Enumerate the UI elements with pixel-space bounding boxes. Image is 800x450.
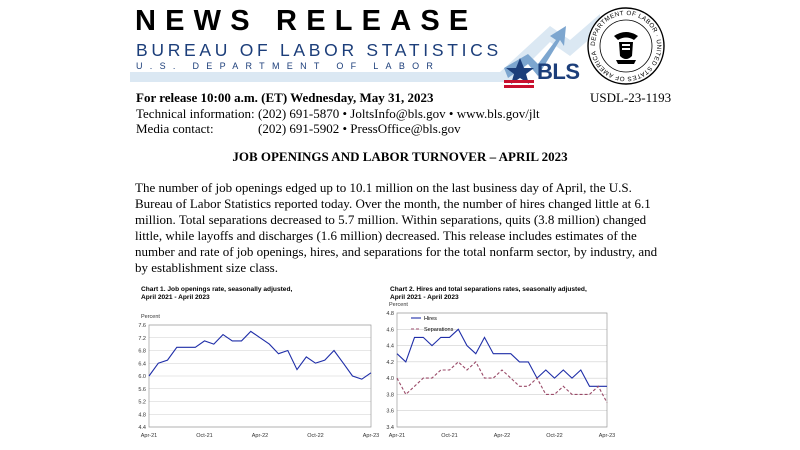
chart1-ytick-1: 7.2 (138, 335, 146, 342)
chart1-ylabel: Percent (141, 314, 160, 320)
chart1-xtick-3: Oct-22 (307, 433, 324, 439)
department-name: U.S. DEPARTMENT OF LABOR (136, 61, 441, 71)
chart2-subtitle: April 2021 - April 2023 (390, 294, 459, 301)
chart2-ytick-5: 3.8 (386, 392, 394, 399)
chart1-xtick-0: Apr-21 (140, 433, 158, 439)
dol-seal (586, 6, 666, 86)
chart2-ytick-2: 4.4 (386, 343, 394, 350)
chart2-ytick-6: 3.6 (386, 408, 394, 415)
chart1-job-openings-rate (135, 300, 385, 445)
chart1-ytick-0: 7.6 (138, 323, 146, 329)
chart2-ylabel: Percent (389, 302, 408, 308)
media-contact-value: (202) 691-5902 • PressOffice@bls.gov (258, 121, 461, 136)
chart2-xtick-2: Apr-22 (493, 433, 511, 439)
media-contact-label: Media contact: (136, 121, 214, 136)
chart2-ytick-1: 4.6 (386, 327, 394, 334)
chart2-xtick-4: Apr-23 (598, 433, 616, 439)
seal-text: DEPARTMENT OF LABOR · UNITED STATES OF AMERICA (589, 9, 663, 83)
technical-info-row (136, 106, 540, 121)
usdl-number: USDL-23-1193 (590, 90, 672, 105)
chart2-ytick-7: 3.4 (386, 425, 394, 431)
media-contact-row (136, 121, 461, 136)
chart1-ytick-6: 5.2 (138, 399, 146, 406)
chart1-ytick-7: 4.8 (138, 412, 146, 419)
chart2-hires-separations-rates (385, 300, 625, 445)
chart2-title: Chart 2. Hires and total separations rates, seasonally adjusted, (390, 286, 587, 293)
technical-info-label: Technical information: (136, 106, 255, 121)
bureau-name: BUREAU OF LABOR STATISTICS (136, 40, 502, 60)
legend-label-separations: Separations (424, 327, 454, 333)
chart1-series-0-line (149, 331, 371, 379)
chart1-xtick-2: Apr-22 (251, 433, 269, 439)
chart1-title: Chart 1. Job openings rate, seasonally adjusted, (141, 286, 293, 293)
chart1-xtick-1: Oct-21 (196, 433, 213, 439)
chart1-xtick-4: Apr-23 (362, 433, 380, 439)
chart2-ytick-4: 4.0 (386, 376, 394, 383)
chart1-ytick-5: 5.6 (138, 386, 146, 393)
chart2-xtick-0: Apr-21 (388, 433, 406, 439)
chart1-ytick-3: 6.4 (138, 361, 146, 368)
summary-paragraph: The number of job openings edged up to 10.1 million on the last business day of April, the U.S. Bureau of Labor Statistics reported today. Over the month, the number of hires changed little at 6.1 million. Total separations decreased to 5.7 million. Within separations, quits (3.8 million) changed little, while layoffs and discharges (1.6 million) decreased. This release includes estimates of the number and rate of job openings, hires, and separations for the total nonfarm sector, by industry, and by establishment size class. (135, 180, 658, 275)
technical-info-value: (202) 691-5870 • JoltsInfo@bls.gov • www.bls.gov/jlt (258, 106, 540, 121)
chart1-ytick-4: 6.0 (138, 374, 146, 380)
legend-label-hires: Hires (424, 316, 437, 322)
chart1-ytick-2: 6.8 (138, 348, 146, 355)
chart1-subtitle: April 2021 - April 2023 (141, 294, 210, 301)
chart2-xtick-3: Oct-22 (546, 433, 563, 439)
news-release-heading: NEWS RELEASE (135, 5, 478, 37)
chart2-series-separations-line (397, 362, 607, 403)
chart2-ytick-3: 4.2 (386, 359, 394, 366)
chart2-ytick-0: 4.8 (386, 311, 394, 317)
document-title: JOB OPENINGS AND LABOR TURNOVER – APRIL 2023 (232, 149, 568, 164)
embargo-line: For release 10:00 a.m. (ET) Wednesday, May 31, 2023 (136, 90, 434, 105)
bls-logo-text: BLS (537, 59, 580, 84)
chart1-ytick-8: 4.4 (138, 425, 146, 431)
chart2-xtick-1: Oct-21 (441, 433, 458, 439)
